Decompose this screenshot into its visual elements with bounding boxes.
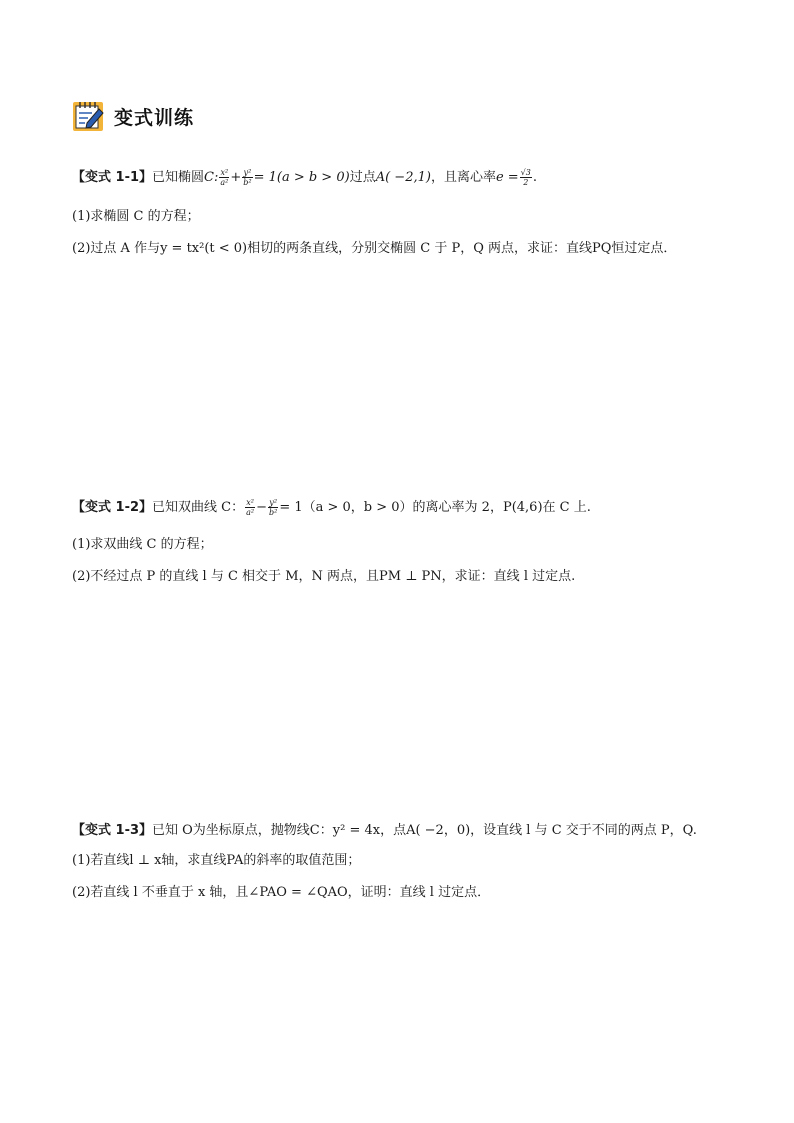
section-title: 变式训练 <box>114 106 195 129</box>
problem-stem: 【变式 1-1】已知椭圆C: $\frac{\text{x²}}{\text{a²}}$ + $\frac{\text{y²}}{\text{b²}}$ = 1(a > b > 0)过点A( −2,1)，且离心率e = $\frac{√3}{2}$ . <box>72 168 537 187</box>
fraction: $\frac{\text{y²}}{\text{b²}}$ <box>269 498 278 517</box>
section-header <box>72 98 194 134</box>
problem-stem: 【变式 1-3】已知 O为坐标原点，抛物线C：y² = 4x，点A( −2，0)，设直线 l 与 C 交于不同的两点 P，Q. <box>72 823 697 838</box>
question-1: (1)若直线l ⊥ x轴，求直线PA的斜率的取值范围； <box>72 853 361 868</box>
problem-tag: 【变式 1-2】 <box>72 500 153 515</box>
fraction: $\frac{\text{x²}}{\text{a²}}$ <box>220 168 229 187</box>
question-2: (2)若直线 l 不垂直于 x 轴，且∠PAO = ∠QAO，证明：直线 l 过定点． <box>72 885 491 900</box>
fraction: $\frac{√3}{2}$ <box>520 168 531 187</box>
question-2: (2)不经过点 P 的直线 l 与 C 相交于 M，N 两点，且PM ⊥ PN，求证：直线 l 过定点. <box>72 569 576 584</box>
problem-stem: 【变式 1-2】已知双曲线 C： $\frac{\text{x²}}{\text{a²}}$ − $\frac{\text{y²}}{\text{b²}}$ = 1（a > 0，b > 0）的离心率为 2，P(4,6)在 C 上. <box>72 498 591 517</box>
problem-tag: 【变式 1-3】 <box>72 823 153 838</box>
fraction: $\frac{\text{y²}}{\text{b²}}$ <box>243 168 252 187</box>
question-1: (1)求双曲线 C 的方程； <box>72 537 213 552</box>
question-1: (1)求椭圆 C 的方程； <box>72 209 200 224</box>
problem-tag: 【变式 1-1】 <box>72 170 153 185</box>
question-2: (2)过点 A 作与y = tx²(t < 0)相切的两条直线，分别交椭圆 C 于 P，Q 两点，求证：直线PQ恒过定点． <box>72 241 677 256</box>
pencil-notepad-icon <box>72 100 104 132</box>
fraction: $\frac{\text{x²}}{\text{a²}}$ <box>246 498 255 517</box>
